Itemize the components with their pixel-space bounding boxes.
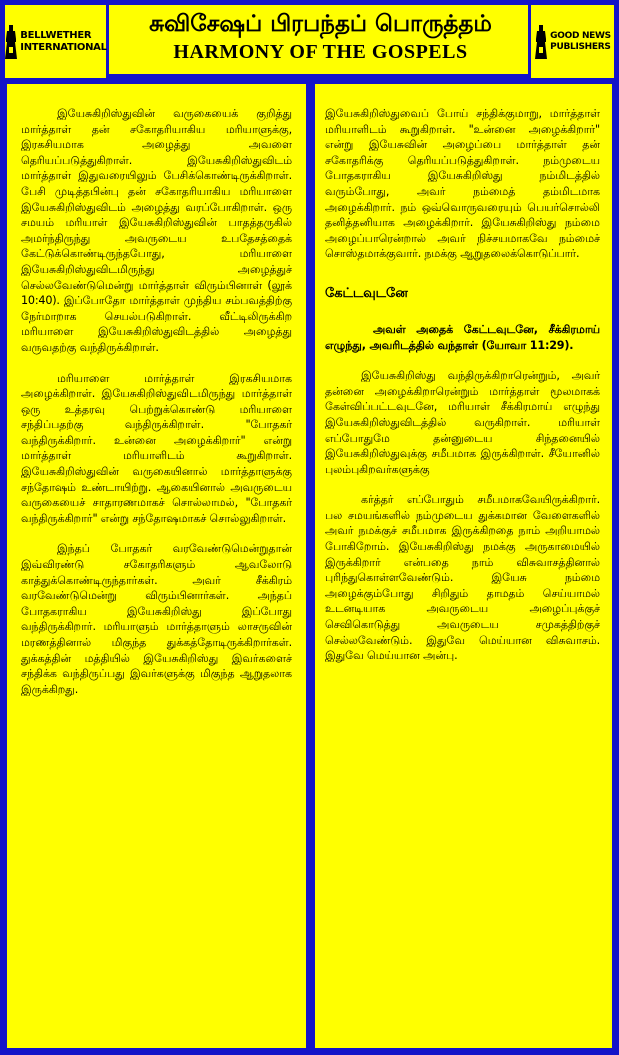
left-paragraph-3: இந்தப் போதகர் வரவேண்டுமென்றுதான் இவ்விரண்டு சகோதரிகளும் ஆவலோடு காத்துக்கொண்டிருந்தார்கள். அவர் சீக்கிரம் வரவேண்டுமென்று விரும்பினார்கள். அந்தப் போதகராகிய இயேசுகிறிஸ்து இப்போது வந்திருக்கிறார். மரியாளும் மார்த்தாளும் லாசருவின் மரணத்தினால் மிகுந்த துக்கத்தோடிருக்கிறார்கள். துக்கத்தின் மத்தியில் இயேசுகிறிஸ்து இவர்களைச் சந்திக்க வந்திருப்பது இவர்களுக்கு மிகுந்த ஆறுதலாக இருக்கிறது. [21, 542, 292, 696]
right-intro-paragraph: இயேசுகிறிஸ்துவைப் போய் சந்திக்குமாறு, மார்த்தாள் மரியாளிடம் கூறுகிறாள். "உன்னை அழைக்கிறார்" என்று இயேசுவின் அழைப்பை மார்த்தாள் தன் சகோதரிக்கு தெரியப்படுத்துகிறாள். நம்முடைய போதகராகிய இயேசுகிறிஸ்து நம்மிடத்தில் வரும்போது, அவர் நம்மைத் தம்மிடமாக அழைக்கிறார். நம் ஒவ்வொருவரையும் பெயர்சொல்லி தனித்தனியாக அழைக்கிறார். இயேசுகிறிஸ்து நம்மை அழைப்பாரென்றால் அவர் நிச்சயமாகவே நம்மைச் சொஸ்தமாக்குவார். நமக்கு ஆறுதலைக்கொடுப்பார். [325, 107, 600, 261]
bellwether-logo [5, 5, 109, 78]
section-heading: கேட்டவுடனே [325, 285, 408, 301]
bellwether-logo-line2: INTERNATIONAL [20, 41, 107, 53]
scripture-quote: அவள் அதைக் கேட்டவுடனே, சீக்கிரமாய் எழுந்து, அவரிடத்தில் வந்தாள் (யோவா 11:29). [325, 322, 600, 352]
right-paragraph-2: கர்த்தர் எப்போதும் சமீபமாகவேயிருக்கிறார். பல சமயங்களில் நம்முடைய துக்கமான வேளைகளில் அவர் நமக்குச் சமீபமாக இருக்கிறதை நாம் அறியாமல் போகிறோம். இயேசுகிறிஸ்து நமக்கு அருகாமையில் இருக்கிறார் என்பதை நாம் விசுவாசத்தினால் புரிந்துகொள்ளவேண்டும். இயேசு நம்மை அழைக்கும்போது சிறிதும் தாமதம் செய்யாமல் உடனடியாக அவருடைய அழைப்புக்குச் செவிகொடுத்து அவருடைய சமுகத்திற்குச் செல்லவேண்டும். இதுவே மெய்யான விசுவாசம். இதுவே மெய்யான அன்பு. [325, 493, 600, 663]
bell-tower-icon [534, 25, 548, 59]
good-news-logo [528, 5, 614, 78]
left-paragraph-2: மரியாளை மார்த்தாள் இரகசியமாக அழைக்கிறாள். இயேசுகிறிஸ்துவிடமிருந்து மார்த்தாள் ஒரு உத்தரவு பெற்றுக்கொண்டு மரியாளை சந்திப்பதற்கு வந்திருக்கிறாள். "போதகர் வந்திருக்கிறார். உன்னை அழைக்கிறார்" என்று மார்த்தாள் மரியாளிடம் கூறுகிறாள். இயேசுகிறிஸ்துவின் வருகையினால் மார்த்தாளுக்கு சந்தோஷம் உண்டாயிற்று. ஆகையினால் அவருடைய வருகையைச் சாதாரணமாகச் சொல்லாமல், "போதகர் வந்திருக்கிறார்" என்று சந்தோஷமாகச் சொல்லுகிறாள். [21, 371, 292, 525]
right-paragraph-1: இயேசுகிறிஸ்து வந்திருக்கிறாரென்றும், அவர் தன்னை அழைக்கிறாரென்றும் மார்த்தாள் மூலமாகக் கேள்விப்பட்டவுடனே, மரியாள் சீக்கிரமாய் எழுந்து இயேசுகிறிஸ்துவிடத்தில் வருகிறாள். மரியாள் எப்போதுமே தன்னுடைய சிந்தனையில் இயேசுகிறிஸ்துவுக்கு சமீபமாக இருக்கிறாள். சீயோனில் புலம்புகிறவர்களுக்கு [325, 369, 600, 476]
title-tamil: சுவிசேஷப் பிரபந்தப் பொருத்தம் [149, 11, 492, 37]
header-banner [3, 3, 616, 76]
left-paragraph-1: இயேசுகிறிஸ்துவின் வருகையைக் குறித்து மார்த்தாள் தன் சகோதரியாகிய மரியாளுக்கு, இரகசியமாக அழைத்து அவளை தெரியப்படுத்துகிறாள். இயேசுகிறிஸ்துவிடம் மார்த்தாள் இதுவரையிலும் பேசிக்கொண்டிருக்கிறாள். பேசி முடித்தபின்பு தன் சகோதரியாகிய மரியாளை இயேசுகிறிஸ்துவிடம் அழைத்து வரப்போகிறாள். ஒரு சமயம் மரியாள் இயேசுகிறிஸ்துவின் பாதத்தருகில் அமர்ந்திருந்து அவருடைய உபதேசத்தைக் கேட்டுக்கொண்டிருந்தபோது, மரியாளை இயேசுகிறிஸ்துவிடமிருந்து அழைத்துச் செல்லவேண்டுமென்று மார்த்தாள் விரும்பினாள் (லூக் 10:40). இப்போதோ மார்த்தாள் முந்திய சம்பவத்திற்கு நேர்மாறாக செயல்படுகிறாள். வீட்டிலிருக்கிற மரியாளை இயேசுகிறிஸ்துவிடத்தில் அழைத்து வருவதற்கு வந்திருக்கிறாள். [21, 107, 292, 354]
title-block [112, 5, 529, 74]
good-news-logo-line2: PUBLISHERS [550, 41, 611, 52]
title-english: HARMONY OF THE GOSPELS [173, 41, 468, 63]
right-column [313, 82, 614, 1050]
good-news-logo-line1: GOOD NEWS [550, 30, 611, 41]
bell-tower-icon [4, 25, 18, 59]
bellwether-logo-line1: BELLWETHER [20, 29, 92, 41]
left-column [5, 82, 308, 1050]
